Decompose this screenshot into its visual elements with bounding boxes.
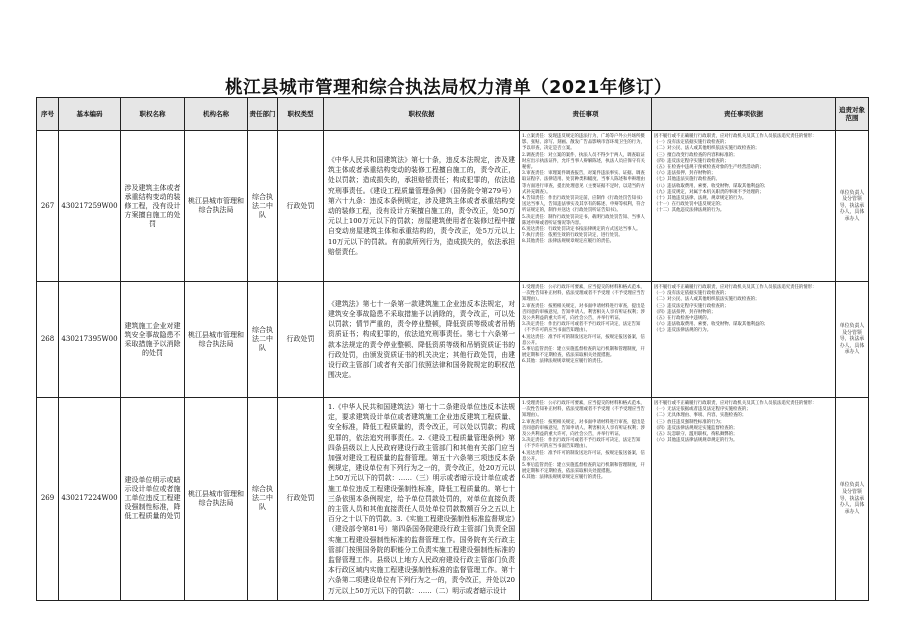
cell-type: 行政处罚 xyxy=(278,398,324,601)
cell-dept: 综合执法二中队 xyxy=(248,282,278,398)
cell-seq: 267 xyxy=(37,131,59,282)
cell-code: 430217259W00 xyxy=(59,131,121,282)
cell-resp-basis xyxy=(652,282,836,398)
cell-code: 430217224W00 xyxy=(59,398,121,601)
header-resp: 责任事项 xyxy=(520,98,652,131)
header-resp-basis: 责任事项依据 xyxy=(652,98,836,131)
cell-resp xyxy=(520,282,652,398)
cell-org: 桃江县城市管理和综合执法局 xyxy=(185,131,248,282)
table-row xyxy=(37,131,869,282)
header-type: 职权类型 xyxy=(278,98,324,131)
cell-resp-basis-text: 因不履行或不正确履行行政职责，应对行政机关及其工作人员依法追究责任的情形： （一）没有法定依据实施行政检查的； （二）对公民、法人或其他组织依法实施行政检查的； （三）擅自改变行政检查的内容和标准的； （四）违反法定程序实施行政检查的； （五）在检查中违规干预被检查对象的生产经营活动的； （六）违法扣押、封存财物的； （七）其他违法实施行政检查的。 （八）违法收取费用，索要、收受财物、谋取其他利益的； （九）违反规定，对属于本机关职责的事项不予处理的； （十）其他违反法律、法规、规章规定的行为。 （十一）在行政处罚中违反规定的； （十二）其他违反法律法规的行为。 xyxy=(654,134,817,214)
header-name: 职权名称 xyxy=(121,98,185,131)
cell-resp-basis xyxy=(652,131,836,282)
cell-resp xyxy=(520,398,652,601)
cell-accountability: 单位负责人及分管领导，执法承办人，具体承办人 xyxy=(836,131,869,282)
header-accountability: 追责对象范围 xyxy=(836,98,869,131)
cell-basis: 1.《中华人民共和国建筑法》第七十二条建设单位违反本法规定，要求建筑设计单位或者建筑施工企业违反建筑工程质量、安全标准，降低工程质量的，责令改正，可以处以罚款；构成犯罪的，依法追究刑事责任。2.《建设工程质量管理条例》第四条县级以上人民政府建设行政主管部门和其他有关部门应当加强对建设工程质量的监督管理。第五十六条第三项违反本条例规定，建设单位有下列行为之一的，责令改正，处20万元以上50万元以下的罚款：……（三）明示或者暗示设计单位或者施工单位违反工程建设强制性标准，降低工程质量的。第七十三条依照本条例规定，给予单位罚款处罚的，对单位直接负责的主管人员和其他直接责任人员处单位罚款数额百分之五以上百分之十以下的罚款。3.《实施工程建设强制性标准监督规定》（建设部令第81号）第四条国务院建设行政主管部门负责全国实施工程建设强制性标准的监督管理工作。国务院有关行政主管部门按照国务院的职能分工负责实施工程建设强制性标准的监督管理工作。县级以上地方人民政府建设行政主管部门负责本行政区域内实施工程建设强制性标准的监督管理工作。第十六条第二项建设单位有下列行为之一的，责令改正，并处以20万元以上50万元以下的罚款：……（二）明示或者暗示设计 xyxy=(324,398,520,601)
header-code: 基本编码 xyxy=(59,98,121,131)
cell-seq: 268 xyxy=(37,282,59,398)
cell-resp-text: 1.受理责任：公示行政许可要素，应当提交的材料和格式范本，一次性告知补正材料，依法受理或者不予受理（不予受理应当告知理由）。 2.审查责任：按照相关规定，对书面申请材料进行审查，提出是否同意的审核意见，告知申请人、利害相关人享有听证权利；涉及公共利益的重大许可，向社会公告，并举行听证。 3.决定责任：作出行政许可或者不予行政许可决定，法定告知（不予许可的应当书面告知理由）。 4.送达责任：准予许可的制发送达许可证，按规定报送备案，信息公开。 5.事后监管责任：建立实施监督检查的运行机制和管理制度，开展定期和不定期检查，依法采取相关处置措施。 6.其他：法律法规规章规定应履行的责任。 xyxy=(522,401,645,481)
cell-basis: 《建筑法》第七十一条第一款建筑施工企业违反本法规定，对建筑安全事故隐患不采取措施予以消除的，责令改正，可以处以罚款；情节严重的，责令停业整顿，降低资质等级或者吊销资质证书；构成犯罪的，依法追究刑事责任。第七十六条第一款本法规定的责令停业整顿、降低资质等级和吊销资质证书的行政处罚，由颁发资质证书的机关决定；其他行政处罚，由建设行政主管部门或者有关部门依照法律和国务院规定的职权范围决定。 xyxy=(324,282,520,398)
cell-code: 430217395W00 xyxy=(59,282,121,398)
header-seq: 序号 xyxy=(37,98,59,131)
page-title: 桃江县城市管理和综合执法局权力清单（2021年修订） xyxy=(225,78,672,98)
cell-resp-basis xyxy=(652,398,836,601)
cell-dept: 综合执法二中队 xyxy=(248,131,278,282)
cell-dept: 综合执法二中队 xyxy=(248,398,278,601)
header-org: 机构名称 xyxy=(185,98,248,131)
header-basis: 职权依据 xyxy=(324,98,520,131)
cell-resp xyxy=(520,131,652,282)
cell-type: 行政处罚 xyxy=(278,282,324,398)
table-row xyxy=(37,282,869,398)
table-header-row xyxy=(37,98,869,131)
cell-accountability: 单位负责人及分管领导，执法承办人，具体承办人 xyxy=(836,282,869,398)
cell-org: 桃江县城市管理和综合执法局 xyxy=(185,282,248,398)
cell-resp-basis-text: 因不履行或不正确履行行政职责，应对行政机关及其工作人员依法追究责任的情形： （一）无法定依据或者违反法定程序实施检查的； （二）无具体理由、事项、内容，实施检查的； （三）放任违反强制性标准的行为； （四）违反法律法规规定实施监督检查的； （五）玩忽职守、滥用职权、徇私舞弊的； （六）其他违反法律法规规章规定的行为。 xyxy=(654,401,817,444)
power-list-table xyxy=(36,97,869,601)
cell-name: 涉及建筑主体或者承重结构变动的装修工程，没有设计方案擅自施工的处罚 xyxy=(121,131,185,282)
cell-org: 桃江县城市管理和综合执法局 xyxy=(185,398,248,601)
cell-resp-basis-text: 因不履行或不正确履行行政职责，应对行政机关及其工作人员依法追究责任的情形： （一）没有法定依据实施行政检查的； （二）对公民、法人或其他组织依法实施行政检查的； （三）违反法定程序实施行政检查的； （四）违法扣押、封存财物的； （五）在行政检查中违规的。 （六）违法收取费用、索要、收受财物、谋取其他利益的； （七）违反法律法规的行为。 xyxy=(654,285,817,334)
cell-resp-text: 1.立案责任：发现违反规定的违法行为，广场等户外公共场所摄影、张贴、涂写、刻画、散发广告品影响市容环境卫生的行为，予以审查，决定是否立案。 2.调查责任：对立案的案件，执法人员不得少于两人，调查取证时应出示执法证件，允许当事人辩解陈述，执法人员应保守有关秘密。 3.审查责任：审理案件调查报告，对案件违法事实、证据、调查取证程序、法律适用、处罚种类和幅度、当事人陈述和申辩理由等方面进行审查，提出处理意见（主要证据不足时，以适当的方式补充调查）。 4.告知责任：作出行政处罚决定前，应制作《行政处罚告知书》送达当事人，告知违法事实及其享有的陈述、申辩等权利，符合听证规定的，制作并送达《行政处罚听证告知书》。 5.决定责任：制作行政处罚决定书，载明行政处罚告知、当事人陈述申辩或者听证情况等内容。 6.送达责任：行政处罚决定书按法律规定的方式送达当事人。 7.执行责任：依照生效的行政处罚决定，进行处罚。 8.其他责任：法律法规规章规定应履行的责任。 xyxy=(522,134,645,245)
cell-seq: 269 xyxy=(37,398,59,601)
cell-type: 行政处罚 xyxy=(278,131,324,282)
cell-name: 建设单位明示或暗示设计单位或者施工单位违反工程建设强制性标准，降低工程质量的处罚 xyxy=(121,398,185,601)
cell-basis: 《中华人民共和国建筑法》第七十条，违反本法规定，涉及建筑主体或者承重结构变动的装修工程擅自施工的，责令改正，处以罚款；造成损失的，承担赔偿责任；构成犯罪的，依法追究刑事责任。《建设工程质量管理条例》（国务院令第279号）第六十九条：违反本条例规定，涉及建筑主体或者承重结构变动的装修工程，没有设计方案擅自施工的，责令改正，处50万元以上100万元以下的罚款；房屋建筑使用者在装修过程中擅自变动房屋建筑主体和承重结构的，责令改正，处5万元以上10万元以下的罚款。有前款所列行为，造成损失的，依法承担赔偿责任。 xyxy=(324,131,520,282)
cell-resp-text: 1.受理责任：公示行政许可要素，应当提交的材料和格式范本，一次性告知补正材料，依法受理或者不予受理（不予受理应当告知理由）。 2.审查责任：按照相关规定，对书面申请材料进行审查，提出是否同意的审核意见，告知申请人、利害相关人享有听证权利；涉及公共利益的重大许可，向社会公告，并举行听证。 3.决定责任：作出行政许可或者不予行政许可决定，法定告知（不予许可的应当书面告知理由）。 4.送达责任：准予许可的制发送达许可证，按规定报送备案，信息公开。 5.事后监管责任：建立实施监督检查的运行机制和管理制度，开展定期和不定期检查，依法采取相关处置措施。 6.其他：法律法规规章规定应履行的责任。 xyxy=(522,285,645,365)
cell-accountability: 单位负责人及分管领导，执法承办人，具体承办人 xyxy=(836,398,869,601)
header-dept: 责任部门 xyxy=(248,98,278,131)
cell-name: 建筑施工企业对建筑安全事故隐患不采取措施予以消除的处罚 xyxy=(121,282,185,398)
table-row xyxy=(37,398,869,601)
